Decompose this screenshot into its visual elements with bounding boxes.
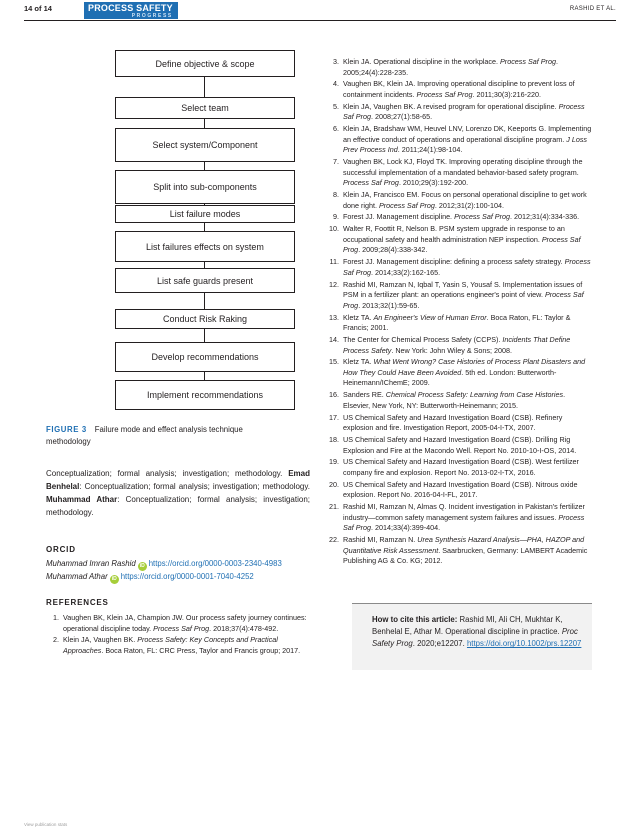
reference-details: . Elsevier, New York, NY: Butterworth-Heinemann; 2015.	[343, 390, 566, 410]
reference-number: 13.	[329, 312, 339, 322]
flow-step-list-safeguards: List safe guards present	[115, 268, 295, 293]
reference-item	[326, 313, 592, 334]
reference-source: Process Saf Prog	[343, 290, 584, 310]
reference-item	[326, 157, 592, 189]
reference-source: Process Saf Prog	[343, 178, 399, 188]
reference-item	[326, 502, 592, 534]
orcid-author-name: Muhammad Imran Rashid	[46, 559, 136, 568]
footer-stats[interactable]: View publication stats	[24, 822, 68, 827]
reference-item	[326, 535, 592, 567]
reference-number: 3.	[333, 57, 339, 66]
orcid-entry	[46, 571, 254, 584]
reference-source: Urea Synthesis Hazard Analysis—PHA, HAZOP and Quantitative Risk Assessment	[343, 535, 585, 555]
orcid-icon: iD	[139, 563, 145, 569]
reference-number: 20.	[329, 479, 339, 489]
reference-text: Rashid MI, Ramzan N, Almas Q. Incident investigation in Pakistan's fertilizer industry—common safety management system failures and issues.	[343, 502, 585, 522]
reference-details: . Boca Raton, FL: Taylor & Francis; 2001.	[343, 312, 571, 333]
reference-number: 8.	[333, 190, 339, 200]
reference-details: . 2018;37(4):478-492.	[209, 623, 279, 633]
reference-item	[326, 79, 592, 100]
orcid-author-name: Muhammad Athar	[46, 572, 108, 581]
journal-name: PROCESS SAFETY	[88, 3, 173, 13]
orcid-heading: ORCID	[46, 545, 76, 554]
reference-text: Rashid MI, Ramzan N, Iqbal T, Yasin S, Yousaf S. Implementation issues of PSM in a fertilizer plant: an operations engineer's point of view.	[343, 279, 583, 300]
reference-text: US Chemical Safety and Hazard Investigation Board (CSB). Drilling Rig Explosion and Fire at the Macondo Well. Report No. 2010-10-I-OS, 2014.	[343, 435, 577, 455]
flow-step-split-components: Split into sub-components	[115, 170, 295, 204]
reference-details: . 2009;28(4):338-342.	[358, 245, 428, 255]
reference-details: . 2011;24(1):98-104.	[397, 145, 463, 155]
reference-text: Vaughen BK, Lock KJ, Floyd TK. Improving operating discipline through the successful implementation of a mandated behavior-based safety program.	[343, 157, 583, 177]
references-list-left	[46, 613, 312, 658]
reference-number: 21.	[329, 502, 339, 512]
flow-connector	[204, 293, 205, 309]
contributor-name: Muhammad Athar	[46, 495, 118, 505]
reference-text: Klein JA, Francisco EM. Focus on personal operational discipline to get work done right.	[343, 190, 587, 210]
reference-item	[326, 124, 592, 156]
reference-item	[326, 102, 592, 123]
reference-source: J Loss Prev Process Ind	[343, 134, 588, 155]
flow-step-select-system: Select system/Component	[115, 128, 295, 162]
reference-item	[326, 190, 592, 211]
reference-source: What Went Wrong? Case Histories of Process Plant Disasters and How They Could Have Been Avoided	[343, 357, 586, 377]
author-contributions	[46, 467, 310, 519]
reference-text: Sanders RE.	[343, 390, 386, 400]
reference-source: Process Saf Prog	[500, 57, 556, 66]
reference-source: Process Saf Prog	[378, 200, 435, 210]
reference-details: . 2010;29(3):192-200.	[398, 178, 469, 188]
figure-caption	[46, 424, 286, 447]
reference-source: Process Saf Prog	[343, 257, 591, 277]
reference-details: . New York: John Wiley & Sons; 2008.	[391, 345, 512, 355]
reference-number: 12.	[329, 279, 339, 289]
reference-item	[326, 357, 592, 389]
reference-number: 16.	[329, 390, 339, 400]
figure-label: FIGURE 3	[46, 425, 87, 434]
reference-item	[326, 224, 592, 256]
reference-source: Process Saf Prog	[343, 234, 581, 255]
reference-number: 4.	[333, 79, 339, 89]
flow-step-define-objective: Define objective & scope	[115, 50, 295, 77]
fmea-flowchart	[115, 50, 295, 410]
reference-details: . 2014;33(4):399-404.	[370, 523, 441, 533]
reference-text: Vaughen BK, Klein JA. Improving operational discipline to prevent loss of containment incidents.	[343, 79, 575, 99]
page-header	[0, 0, 638, 22]
reference-item	[46, 613, 312, 634]
flow-connector	[204, 372, 205, 380]
reference-details: . 2008;27(1):58-65.	[370, 112, 433, 122]
reference-text: Walter R, Foottit R, Nelson B. PSM system upgrade in response to an occupational safety and health administration NEP inspection.	[343, 224, 565, 244]
flow-connector	[204, 77, 205, 97]
reference-number: 15.	[329, 357, 339, 367]
reference-item	[326, 390, 592, 411]
contributor-name: Emad Benhelal	[46, 469, 310, 492]
reference-number: 2.	[53, 635, 59, 645]
flow-connector	[204, 329, 205, 342]
running-head: RASHID ET AL.	[569, 6, 616, 12]
reference-item	[326, 435, 592, 456]
reference-details: . 2014;33(2):162-165.	[370, 267, 441, 277]
reference-source: Process Saf Prog	[416, 89, 473, 99]
references-heading: REFERENCES	[46, 598, 109, 607]
reference-source: Process Safety: Key Concepts and Practical Approaches	[63, 635, 278, 655]
flow-connector	[204, 119, 205, 128]
reference-text: US Chemical Safety and Hazard Investigation Board (CSB). West fertilizer company fire and explosion. Report No. 2013-02-I-TX, 2016.	[343, 457, 579, 477]
reference-text: US Chemical Safety and Hazard Investigation Board (CSB). Nitrous oxide explosion. Report No. 2016-04-I-FL, 2017.	[343, 479, 578, 500]
flow-connector	[204, 162, 205, 170]
flow-step-implement-recommendations: Implement recommendations	[115, 380, 295, 410]
flow-step-list-failure-effects: List failures effects on system	[115, 231, 295, 262]
reference-item	[326, 335, 592, 356]
reference-item	[326, 413, 592, 434]
reference-number: 18.	[329, 435, 339, 444]
reference-text: Forest JJ. Management discipline: defining a process safety strategy.	[343, 257, 565, 267]
citation-doi-link[interactable]: https://doi.org/10.1002/prs.12207	[466, 639, 582, 649]
reference-text: The Center for Chemical Process Safety (CCPS).	[343, 334, 503, 344]
reference-text: Forest JJ. Management discipline.	[343, 212, 455, 222]
reference-details: . 2005;24(4):228-235.	[343, 57, 558, 77]
reference-details: . Saarbrucken, Germany: LAMBERT Academic Publishing AG & Co. KG; 2012.	[343, 545, 588, 566]
flow-step-list-failure-modes: List failure modes	[115, 205, 295, 223]
reference-number: 6.	[333, 124, 339, 134]
reference-details: . 2013;32(1):59-65.	[358, 300, 420, 310]
reference-text: US Chemical Safety and Hazard Investigation Board (CSB). Refinery explosion and fire. Investigation Report, 2005-04-I-TX, 2007.	[343, 412, 563, 433]
citation-label: How to cite this article:	[372, 615, 458, 624]
reference-source: Incidents That Define Process Safety	[343, 334, 571, 355]
reference-item	[326, 457, 592, 478]
reference-item	[46, 635, 312, 656]
citation-box	[352, 603, 592, 670]
reference-text: Klein JA, Vaughen BK.	[63, 635, 138, 645]
flow-connector	[204, 223, 205, 231]
reference-number: 11.	[329, 257, 339, 267]
reference-source: Process Saf Prog	[343, 512, 585, 533]
reference-item	[326, 257, 592, 278]
flow-step-develop-recommendations: Develop recommendations	[115, 342, 295, 372]
reference-text: Rashid MI, Ramzan N.	[343, 535, 418, 545]
flow-step-conduct-risk-ranking: Conduct Risk Raking	[115, 309, 295, 329]
orcid-link[interactable]: https://orcid.org/0000-0001-7040-4252	[120, 572, 254, 581]
orcid-link[interactable]: https://orcid.org/0000-0003-2340-4983	[148, 559, 282, 568]
reference-text: Klein JA. Operational discipline in the workplace.	[343, 57, 501, 66]
reference-source: Process Saf Prog	[454, 212, 510, 222]
reference-number: 17.	[329, 412, 339, 422]
citation-text: Rashid MI, Ali CH, Mukhtar K, Benhelal E, Athar M. Operational discipline in practice.	[372, 615, 563, 637]
page-number: 14 of 14	[24, 4, 52, 13]
header-rule	[24, 20, 616, 21]
flow-step-select-team: Select team	[115, 97, 295, 119]
journal-logo	[84, 2, 178, 19]
reference-item	[326, 280, 592, 312]
reference-item	[326, 480, 592, 501]
reference-source: Chemical Process Safety: Learning from Case Histories	[385, 390, 564, 400]
orcid-icon: iD	[111, 576, 117, 582]
reference-number: 19.	[329, 457, 339, 467]
journal-subname: PROGRESS	[131, 13, 173, 19]
reference-details: . Boca Raton, FL: CRC Press, Taylor and Francis group; 2017.	[101, 645, 301, 655]
reference-source: An Engineer's View of Human Error	[373, 312, 487, 322]
contribution-text: : Conceptualization; formal analysis; investigation; methodology.	[46, 495, 310, 518]
reference-source: Process Saf Prog	[343, 101, 585, 122]
reference-text: Klein JA, Vaughen BK. A revised program for operational discipline.	[343, 101, 559, 111]
reference-text: Kletz TA.	[343, 357, 374, 367]
orcid-entry	[46, 558, 282, 571]
reference-number: 7.	[333, 157, 339, 167]
citation-journal: Proc Safety Prog	[372, 627, 578, 649]
reference-details: . 2012;31(2):100-104.	[434, 200, 505, 210]
reference-details: . 2011;30(3):216-220.	[472, 89, 542, 99]
reference-number: 10.	[329, 224, 339, 234]
reference-number: 5.	[333, 101, 339, 111]
reference-text: Klein JA, Bradshaw WM, Heuvel LNV, Lorenzo DK, Keeports G. Implementing an effective conduct of operations and operational discipline program.	[343, 124, 592, 144]
reference-number: 22.	[329, 535, 339, 545]
reference-source: Process Saf Prog	[153, 623, 210, 633]
citation-details: . 2020;e12207.	[412, 639, 465, 649]
contribution-text: : Conceptualization; formal analysis; investigation; methodology.	[79, 482, 310, 492]
reference-text: Vaughen BK, Klein JA, Champion JW. Our process safety journey continues: operational discipline today.	[63, 613, 307, 633]
reference-details: . 5th ed. London: Butterworth-Heinemann/IChemE; 2009.	[343, 367, 557, 388]
reference-item	[326, 212, 592, 223]
reference-number: 14.	[329, 334, 339, 344]
references-list-right	[326, 57, 592, 568]
reference-number: 9.	[333, 212, 339, 222]
contribution-text: Conceptualization; formal analysis; investigation; methodology.	[46, 469, 283, 478]
reference-item	[326, 57, 592, 78]
figure-caption-text: Failure mode and effect analysis technique methodology	[46, 425, 243, 446]
reference-number: 1.	[53, 613, 59, 622]
reference-text: Kletz TA.	[343, 312, 374, 322]
reference-details: . 2012;31(4):334-336.	[510, 212, 580, 222]
